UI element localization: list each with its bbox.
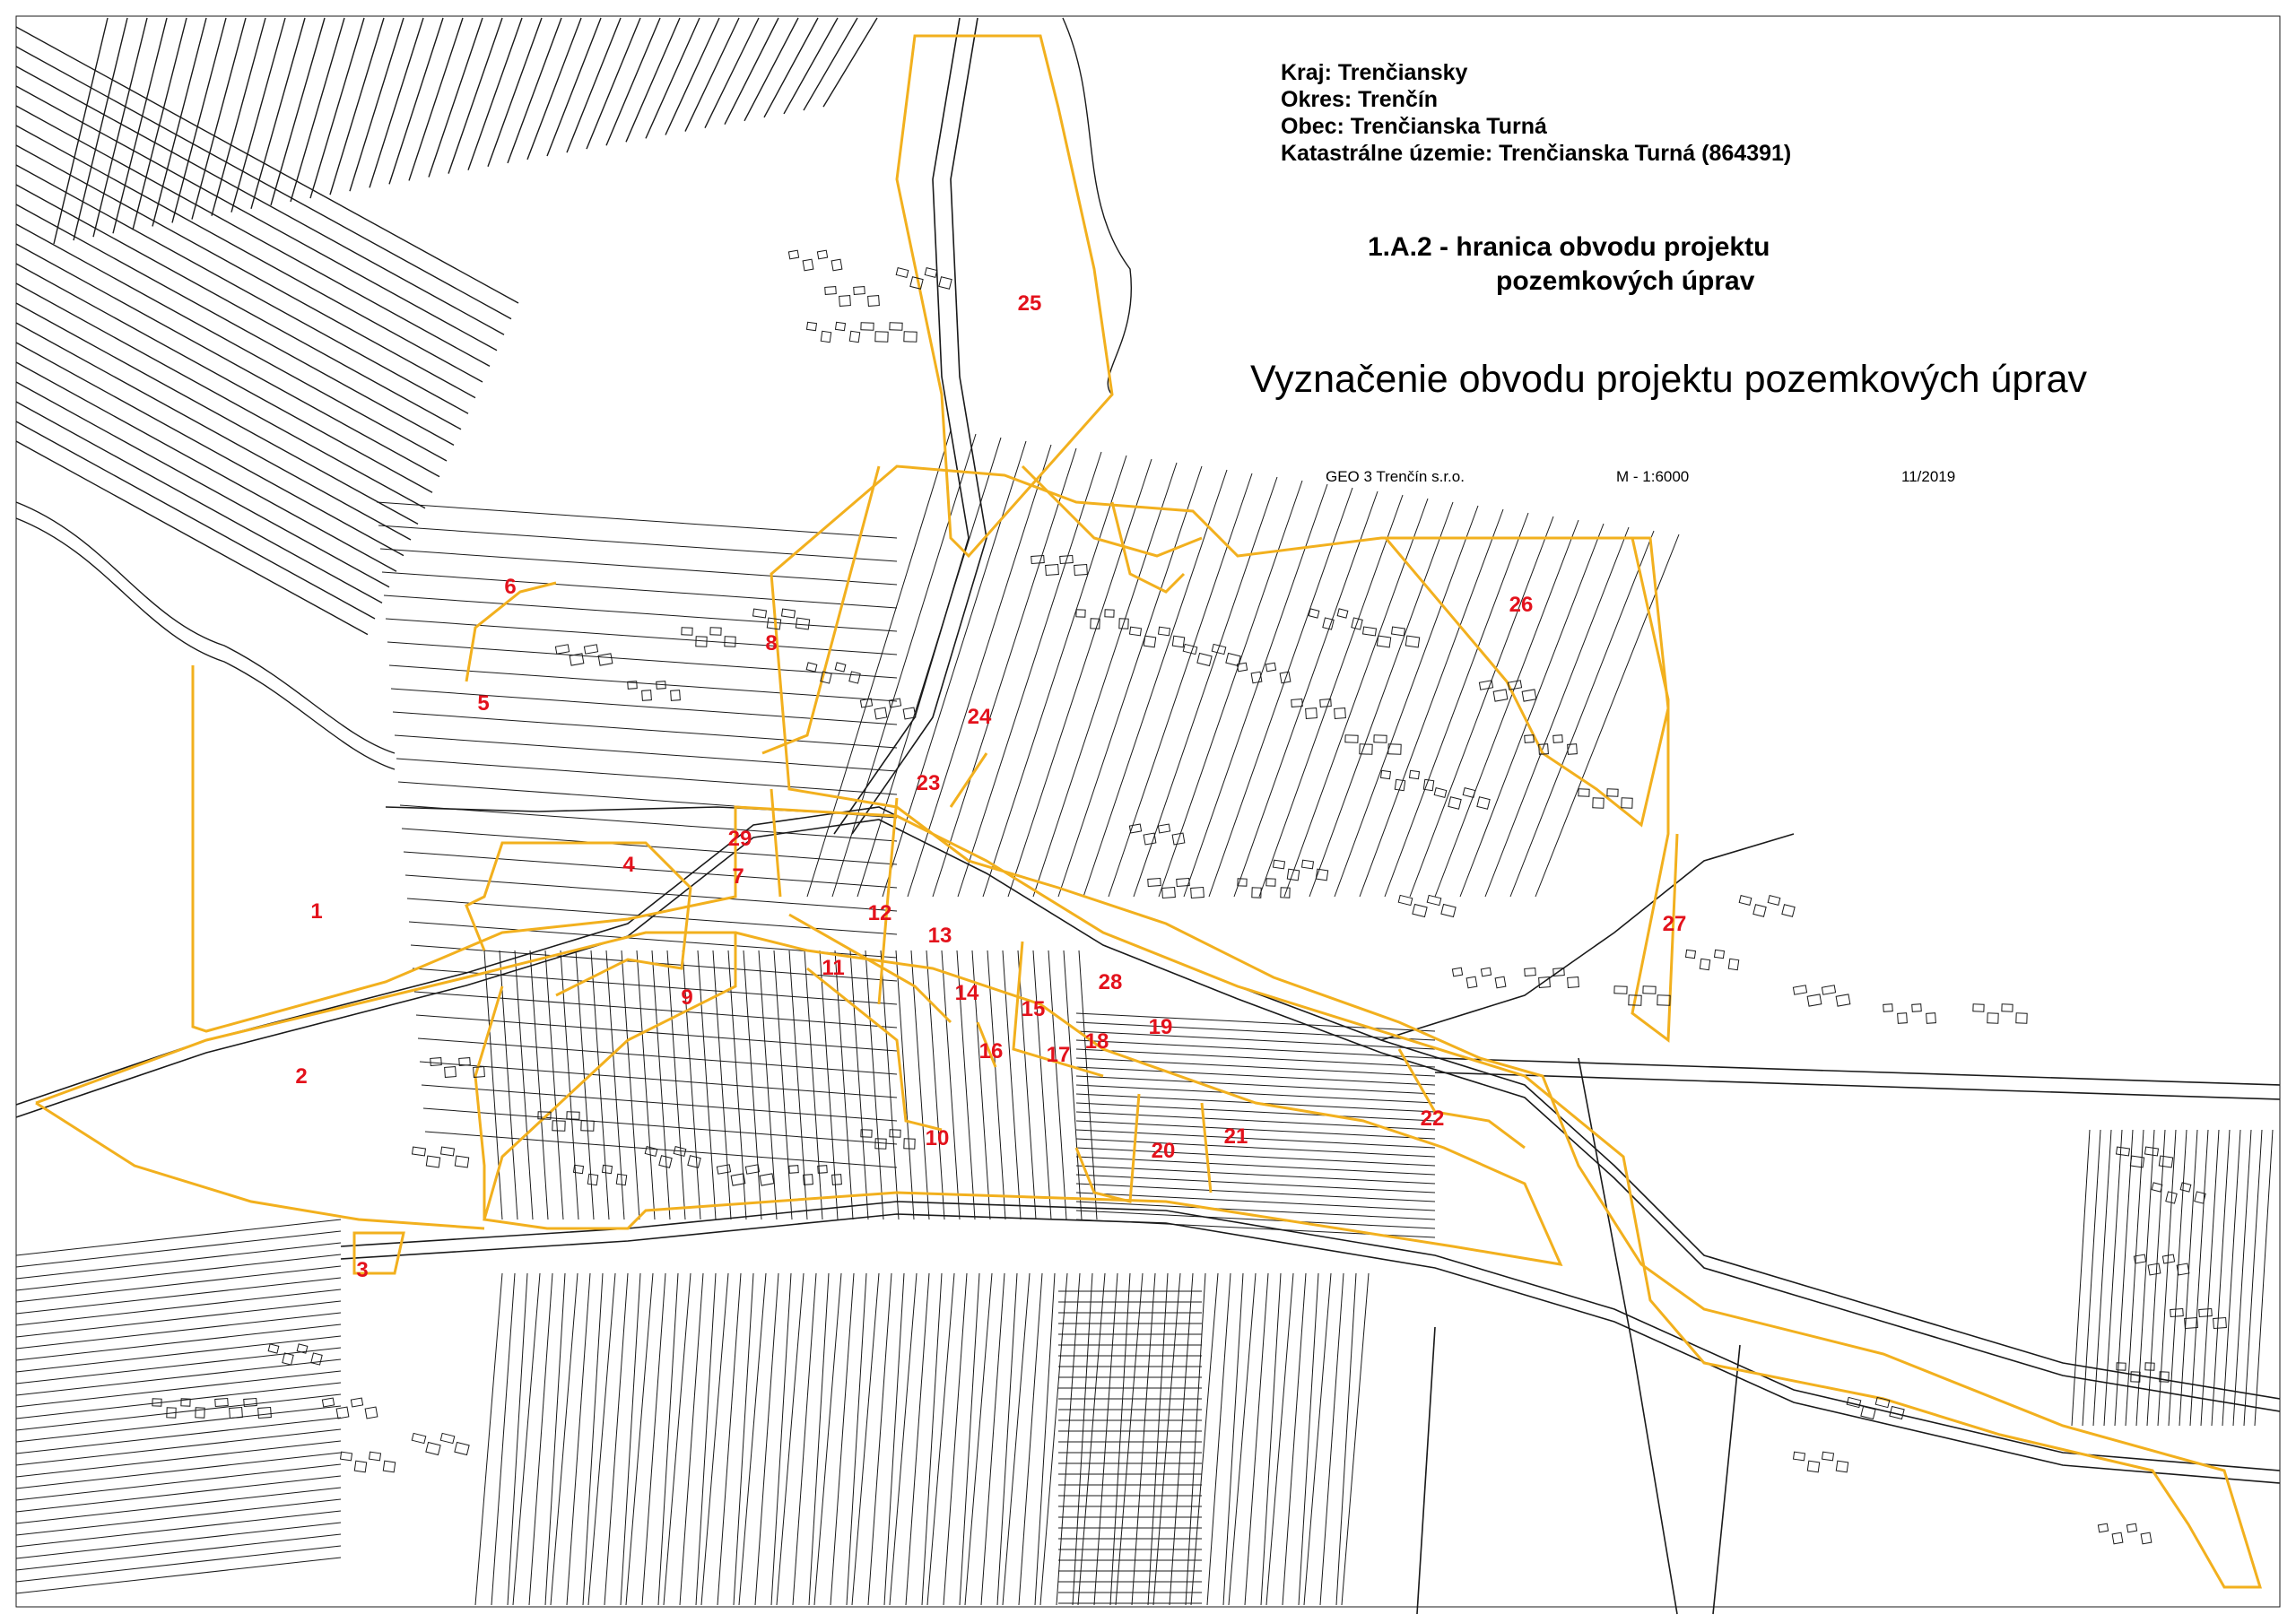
parcel-label-10: 10 (925, 1126, 950, 1150)
parcel-label-15: 15 (1021, 997, 1046, 1021)
project-boundary (36, 36, 2260, 1587)
cadastral-area-label: Katastrálne územie: Trenčianska Turná (864391) (1281, 141, 1792, 166)
field-strips-south (16, 1219, 1369, 1605)
parcel-label-19: 19 (1148, 1015, 1173, 1039)
parcel-label-28: 28 (1098, 970, 1123, 994)
parcel-label-1: 1 (310, 899, 323, 924)
plan-code: 1.A.2 - hranica obvodu projektu (1368, 232, 1770, 262)
parcel-label-8: 8 (765, 631, 778, 655)
company-label: GEO 3 Trenčín s.r.o. (1326, 468, 1465, 485)
plan-code-line2: pozemkových úprav (1496, 266, 1755, 296)
region-label: Kraj: Trenčiansky (1281, 60, 1468, 85)
parcel-label-17: 17 (1046, 1043, 1071, 1067)
parcel-label-26: 26 (1509, 593, 1534, 617)
parcel-label-11: 11 (822, 956, 845, 980)
parcel-label-7: 7 (732, 864, 744, 889)
parcel-label-6: 6 (504, 575, 517, 599)
map-frame (16, 16, 2280, 1607)
municipality-label: Obec: Trenčianska Turná (1281, 114, 1547, 139)
date-label: 11/2019 (1901, 468, 1956, 485)
parcel-label-4: 4 (622, 853, 635, 877)
header-block (1281, 59, 1791, 167)
parcel-label-21: 21 (1223, 1124, 1248, 1149)
parcel-label-16: 16 (978, 1039, 1004, 1063)
district-label: Okres: Trenčín (1281, 87, 1439, 112)
parcel-label-25: 25 (1017, 291, 1042, 316)
parcel-label-27: 27 (1662, 912, 1687, 936)
scale-label: M - 1:6000 (1616, 468, 1690, 485)
parcel-label-20: 20 (1151, 1139, 1176, 1163)
parcel-label-18: 18 (1084, 1029, 1109, 1054)
parcel-label-5: 5 (477, 691, 490, 716)
parcel-label-2: 2 (295, 1064, 308, 1089)
parcel-label-14: 14 (954, 981, 979, 1005)
parcel-label-3: 3 (356, 1258, 369, 1282)
parcel-label-9: 9 (681, 985, 693, 1010)
parcel-label-24: 24 (967, 705, 992, 729)
field-strips-nw (16, 18, 877, 635)
parcel-label-22: 22 (1420, 1107, 1445, 1131)
stream (16, 18, 1131, 769)
map-title: Vyznačenie obvodu projektu pozemkových úprav (1250, 358, 2088, 401)
parcel-label-12: 12 (867, 901, 892, 925)
parcel-label-13: 13 (927, 924, 952, 948)
buildings (152, 250, 2227, 1544)
parcel-label-29: 29 (727, 827, 752, 851)
urban-parcels (377, 430, 2273, 1426)
parcel-label-23: 23 (916, 771, 941, 795)
